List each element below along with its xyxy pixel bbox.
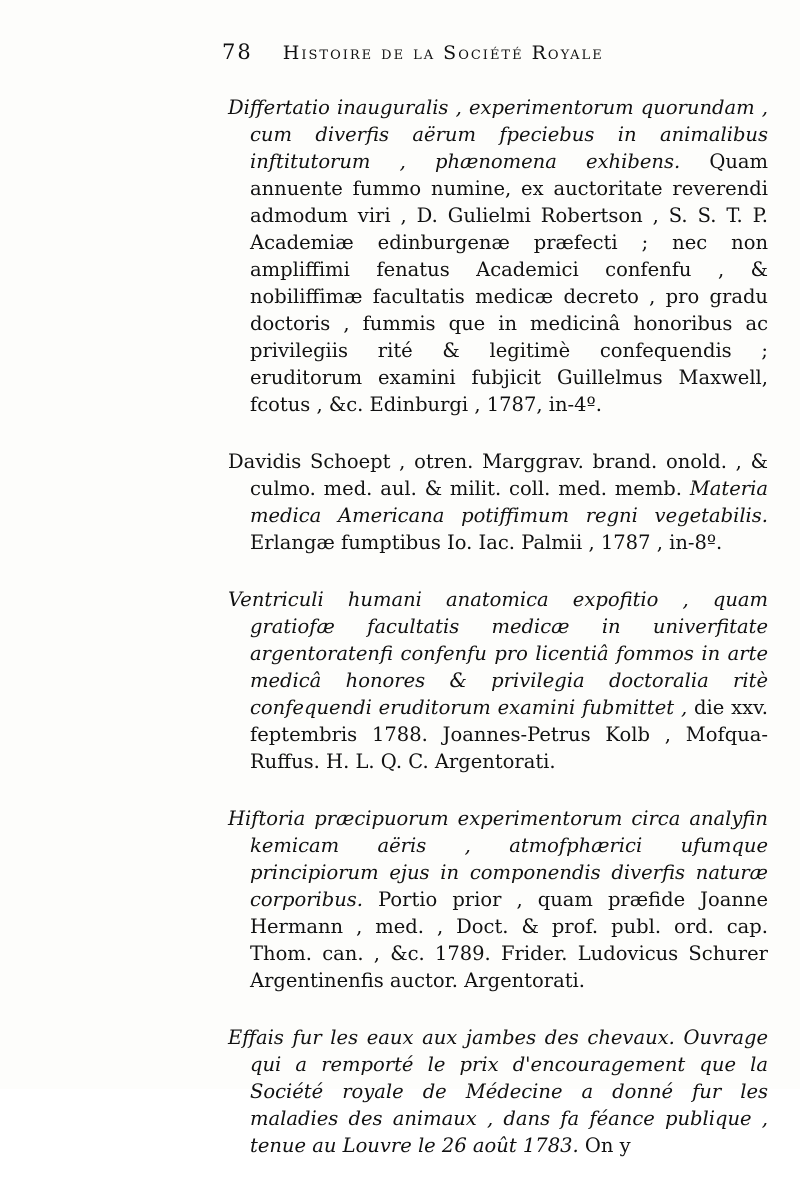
- entry-body: On y: [578, 1134, 631, 1157]
- bibliography-entry: [228, 586, 768, 775]
- bibliography-entry: [228, 805, 768, 994]
- bibliography-list: [228, 94, 768, 1189]
- entry-title: Effais fur les eaux aux jambes des chevaux. Ouvrage qui a remporté le prix d'encouragement que la Société royale de Médecine a donné fur les maladies des animaux , dans fa féance publique , tenue au Louvre le 26 août 1783.: [228, 1026, 768, 1157]
- entry-title: Hiftoria præcipuorum experimentorum circa analyfin kemicam aëris , atmofphærici ufumque principiorum ejus in componendis diverfis naturæ corporibus.: [228, 807, 768, 911]
- page-header: [222, 40, 742, 64]
- entry-body: Portio prior , quam præfide Joanne Hermann , med. , Doct. & prof. publ. ord. cap. Thom. can. , &c. 1789. Frider. Ludovicus Schurer Argentinenfis auctor. Argentorati.: [250, 888, 768, 992]
- entry-body: Erlangæ fumptibus Io. Iac. Palmii , 1787 , in-8º.: [250, 531, 723, 554]
- entry-title: Differtatio inauguralis , experimentorum quorundam , cum diverfis aërum fpeciebus in animalibus inftitutorum , phænomena exhibens.: [228, 96, 768, 173]
- entry-body: die xxv. feptembris 1788. Joannes-Petrus Kolb , Mofqua-Ruffus. H. L. Q. C. Argentorati.: [250, 696, 768, 773]
- running-title: Histoire de la Société Royale: [282, 42, 604, 64]
- entry-title: Materia medica Americana potiffimum regni vegetabilis.: [250, 477, 768, 527]
- bibliography-entry: [228, 1024, 768, 1159]
- bibliography-entry: [228, 448, 768, 556]
- entry-title: Ventriculi humani anatomica expofitio , quam gratiofæ facultatis medicæ in univerfitate argentoratenfi confenfu pro licentiâ fommos in arte medicâ honores & privilegia doctoralia ritè confequendi eruditorum examini fubmittet ,: [228, 588, 768, 719]
- entry-body: Quam annuente fummo numine, ex auctoritate reverendi admodum viri , D. Gulielmi Robertson , S. S. T. P. Academiæ edinburgenæ præfecti ; nec non ampliffimi fenatus Academici confenfu , & nobiliffimæ facultatis medicæ decreto , pro gradu doctoris , fummis que in medicinâ honoribus ac privilegiis rité & legitimè confequendis ; eruditorum examini fubjicit Guillelmus Maxwell, fcotus , &c. Edinburgi , 1787, in-4º.: [250, 150, 768, 416]
- page-number: 78: [222, 40, 253, 64]
- bibliography-entry: [228, 94, 768, 418]
- entry-author: Davidis Schoept , otren. Marggrav. brand. onold. , & culmo. med. aul. & milit. coll. med. memb.: [228, 450, 768, 500]
